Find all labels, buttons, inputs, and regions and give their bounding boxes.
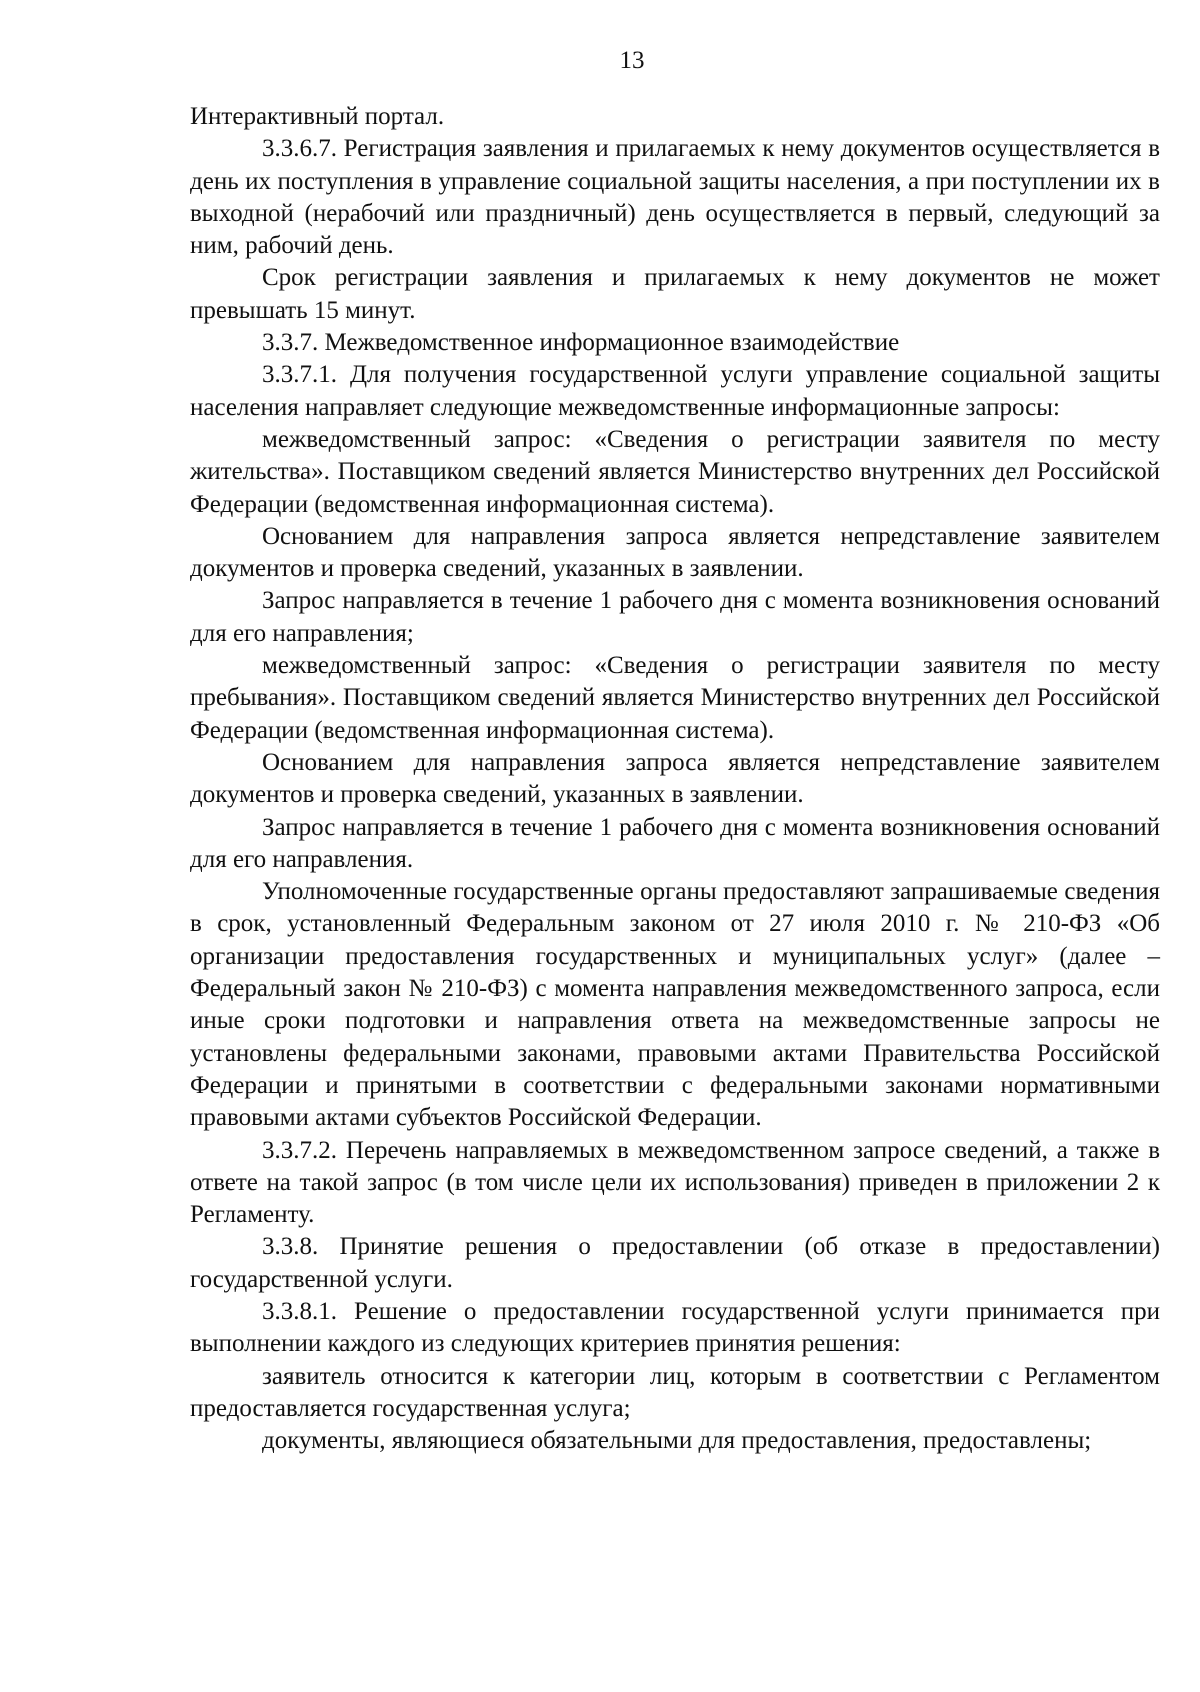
paragraph: 3.3.6.7. Регистрация заявления и прилагаемых к нему документов осуществляется в день их поступления в управление социальной защиты населения, а при поступлении их в выходной (нерабочий или праздничный) день осуществляется в первый, следующий за ним, рабочий день. [190,135,1160,260]
paragraph: Запрос направляется в течение 1 рабочего дня с момента возникновения оснований для его направления. [190,813,1160,873]
paragraph: Срок регистрации заявления и прилагаемых к нему документов не может превышать 15 минут. [190,264,1160,324]
paragraph: документы, являющиеся обязательными для предоставления, предоставлены; [262,1427,1092,1455]
page-number: 13 [619,47,645,74]
paragraph: 3.3.8.1. Решение о предоставлении государственной услуги принимается при выполнении каждого из следующих критериев принятия решения: [190,1297,1160,1358]
paragraph: межведомственный запрос: «Сведения о регистрации заявителя по месту пребывания». Поставщиком сведений является Министерство внутренних дел Российской Федерации (ведомственная информационная система). [190,652,1160,744]
paragraph: 3.3.7.1. Для получения государственной услуги управление социальной защиты населения направляет следующие межведомственные информационные запросы: [190,361,1160,421]
paragraph: Запрос направляется в течение 1 рабочего дня с момента возникновения оснований для его направления; [190,587,1160,647]
section-heading: 3.3.7. Межведомственное информационное взаимодействие [262,329,900,357]
document-body [190,101,1160,1457]
paragraph: 3.3.7.2. Перечень направляемых в межведомственном запросе сведений, а также в ответе на такой запрос (в том числе цели их использования) приведен в приложении 2 к Регламенту. [190,1136,1160,1229]
paragraph: Основанием для направления запроса является непредставление заявителем документов и проверка сведений, указанных в заявлении. [190,748,1160,809]
section-heading: 3.3.8. Принятие решения о предоставлении (об отказе в предоставлении) государственной услуги. [190,1233,1160,1293]
paragraph: межведомственный запрос: «Сведения о регистрации заявителя по месту жительства». Поставщиком сведений является Министерство внутренних дел Российской Федерации (ведомственная информационная система). [190,425,1160,518]
paragraph: Интерактивный портал. [190,103,445,130]
paragraph: Уполномоченные государственные органы предоставляют запрашиваемые сведения в срок, установленный Федеральным законом от 27 июля 2010 г. № 210-ФЗ «Об организации предоставления государственных и муниципальных услуг» (далее – Федеральный закон № 210-ФЗ) с момента направления межведомственного запроса, если иные сроки подготовки и направления ответа на межведомственные запросы не установлены федеральными законами, правовыми актами Правительства Российской Федерации и принятыми в соответствии с федеральными законами нормативными правовыми актами субъектов Российской Федерации. [190,878,1160,1132]
paragraph: заявитель относится к категории лиц, которым в соответствии с Регламентом предоставляется государственная услуга; [190,1362,1160,1422]
paragraph: Основанием для направления запроса является непредставление заявителем документов и проверка сведений, указанных в заявлении. [190,522,1160,583]
